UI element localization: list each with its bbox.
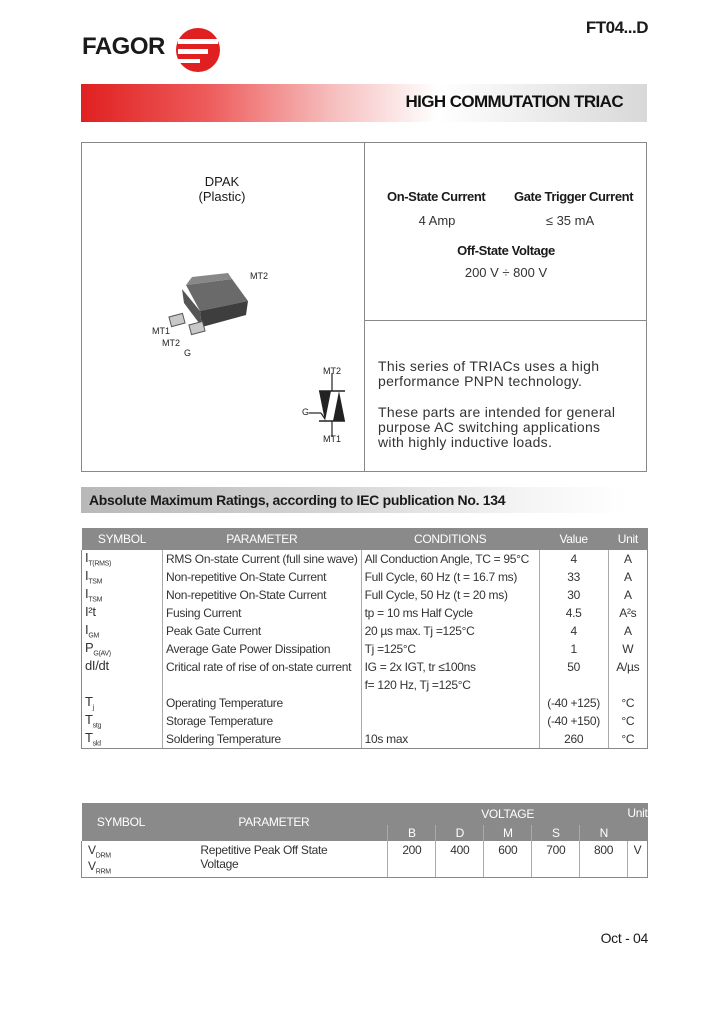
voltage-header-symbol: SYMBOL [82, 803, 161, 841]
amr-unit-cell [608, 658, 647, 676]
amr-value-cell [539, 586, 608, 604]
amr-conditions-cell-text: tp = 10 ms Half Cycle [364, 606, 473, 620]
table-row [82, 730, 648, 749]
amr-value-cell-text: 1 [570, 642, 577, 656]
amr-value-cell [539, 604, 608, 622]
amr-parameter-cell-text: Peak Gate Current [166, 624, 261, 638]
amr-unit-cell-text: A [623, 624, 632, 638]
vdrm-symbol: V [88, 843, 96, 857]
pin-label-gate: G [184, 348, 192, 358]
box-divider-vertical [364, 143, 365, 472]
amr-parameter-cell-text: Critical rate of rise of on-state current [166, 660, 352, 674]
pin-label-mt1: MT1 [152, 326, 170, 336]
voltage-table [81, 803, 648, 878]
amr-unit-cell-text: A [623, 552, 632, 566]
brand-logo-text: FAGOR [82, 33, 165, 60]
amr-symbol-cell [82, 712, 163, 730]
table-row [82, 640, 648, 658]
amr-unit-cell-text: A [623, 570, 632, 584]
amr-symbol-cell [82, 622, 163, 640]
amr-parameter-cell [163, 658, 362, 676]
amr-conditions-cell-text: IG = 2x IGT, tr ≤100ns [364, 660, 476, 674]
amr-header-parameter: PARAMETER [163, 528, 362, 550]
amr-symbol-cell-text: T [85, 712, 93, 728]
document-title: HIGH COMMUTATION TRIAC [405, 92, 623, 111]
amr-symbol-subscript: j [92, 704, 94, 712]
voltage-param-line1: Repetitive Peak Off State [200, 843, 328, 857]
vdrm-subscript: DRM [95, 852, 111, 860]
vrrm-symbol: V [88, 859, 96, 874]
amr-symbol-cell-text: T [85, 694, 93, 710]
amr-unit-cell-text: °C [621, 696, 635, 710]
amr-unit-cell [608, 622, 647, 640]
amr-unit-cell [608, 676, 647, 694]
amr-conditions-cell [361, 568, 539, 586]
amr-value-cell-text: (-40 +125) [547, 696, 600, 710]
amr-parameter-cell-text: Non-repetitive On-State Current [166, 570, 327, 584]
amr-unit-cell-text: °C [621, 732, 635, 746]
amr-parameter-cell-text: Fusing Current [166, 606, 242, 620]
amr-value-cell [539, 622, 608, 640]
amr-conditions-cell [361, 604, 539, 622]
amr-symbol-cell-text: I [85, 550, 89, 566]
amr-parameter-cell [163, 586, 362, 604]
voltage-unit-cell: V [627, 841, 647, 878]
amr-conditions-cell [361, 640, 539, 658]
amr-conditions-cell-text: Full Cycle, 50 Hz (t = 20 ms) [364, 588, 508, 602]
amr-parameter-cell [163, 712, 362, 730]
symbol-pin-mt1: MT1 [323, 434, 341, 444]
amr-title: Absolute Maximum Ratings, according to IEC publication No. 134 [89, 492, 506, 508]
amr-value-cell [539, 640, 608, 658]
amr-conditions-cell [361, 622, 539, 640]
table-row [82, 550, 648, 568]
amr-title-band [81, 487, 627, 513]
voltage-value-cell: 600 [484, 841, 532, 878]
brand-logo-icon [174, 26, 222, 79]
amr-conditions-cell [361, 694, 539, 712]
amr-unit-cell-text: °C [621, 714, 635, 728]
amr-unit-cell-text: W [622, 642, 634, 656]
amr-symbol-cell [82, 568, 163, 586]
amr-conditions-cell-text: f= 120 Hz, Tj =125°C [364, 678, 471, 692]
pin-label-mt2: MT2 [162, 338, 180, 348]
amr-unit-cell-text: A [623, 588, 632, 602]
amr-conditions-cell-text: All Conduction Angle, TC = 95°C [364, 552, 530, 566]
amr-value-cell [539, 568, 608, 586]
amr-parameter-cell [163, 694, 362, 712]
voltage-value-cell: 800 [580, 841, 628, 878]
amr-value-cell-text: (-40 +150) [547, 714, 600, 728]
amr-value-cell [539, 730, 608, 749]
amr-parameter-cell-text: Non-repetitive On-State Current [166, 588, 327, 602]
voltage-header-unit: Unit [627, 803, 647, 841]
amr-parameter-cell [163, 568, 362, 586]
table-row [82, 676, 648, 694]
on-state-current-label: On-State Current [387, 189, 486, 204]
voltage-symbol-cell [82, 841, 161, 878]
amr-conditions-cell [361, 550, 539, 568]
amr-symbol-cell-text: I [85, 622, 89, 638]
gate-trigger-current-value: ≤ 35 mA [545, 213, 595, 228]
package-name: DPAK [204, 174, 240, 189]
gate-trigger-current-label: Gate Trigger Current [514, 189, 634, 204]
amr-table [81, 528, 648, 749]
part-number: FT04...D [585, 18, 648, 37]
amr-symbol-cell [82, 640, 163, 658]
voltage-grade-b: B [388, 825, 436, 841]
amr-parameter-cell [163, 730, 362, 749]
amr-conditions-cell-text: 20 µs max. Tj =125°C [364, 624, 475, 638]
amr-symbol-subscript: TSM [88, 578, 103, 586]
amr-symbol-subscript: GM [88, 632, 99, 640]
amr-value-cell-text: 4 [570, 552, 577, 566]
amr-table-header [82, 528, 648, 550]
amr-unit-cell [608, 604, 647, 622]
amr-conditions-cell-text: Tj =125°C [364, 642, 416, 656]
amr-symbol-cell [82, 676, 163, 694]
amr-value-cell [539, 712, 608, 730]
amr-symbol-cell-text: P [85, 640, 94, 656]
footer-date: Oct - 04 [600, 930, 648, 946]
description-paragraph-2: These parts are intended for general purpose AC switching applications with highly inductive loads. [378, 404, 616, 450]
amr-value-cell [539, 676, 608, 694]
box-divider-horizontal [365, 320, 647, 321]
amr-conditions-cell [361, 712, 539, 730]
amr-table-body [82, 550, 648, 749]
title-band [81, 84, 647, 122]
amr-symbol-subscript: stg [92, 722, 102, 730]
voltage-grade-n: N [580, 825, 628, 841]
amr-symbol-cell [82, 730, 163, 749]
amr-symbol-cell [82, 604, 163, 622]
amr-parameter-cell-text: Average Gate Power Dissipation [166, 642, 331, 656]
table-row [82, 712, 648, 730]
amr-parameter-cell-text: Operating Temperature [166, 696, 283, 710]
amr-value-cell [539, 550, 608, 568]
amr-conditions-cell-text: Full Cycle, 60 Hz (t = 16.7 ms) [364, 570, 518, 584]
voltage-header-voltage: VOLTAGE [388, 803, 627, 825]
amr-header-conditions: CONDITIONS [361, 528, 539, 550]
amr-symbol-subscript: G(AV) [93, 650, 111, 658]
table-row [82, 586, 648, 604]
amr-symbol-cell-text: dI/dt [85, 658, 109, 674]
voltage-grade-s: S [532, 825, 580, 841]
description-paragraph-1: This series of TRIACs uses a high performance PNPN technology. [378, 358, 600, 389]
amr-parameter-cell [163, 622, 362, 640]
amr-parameter-cell-text: RMS On-state Current (full sine wave) [166, 552, 358, 566]
amr-conditions-cell [361, 658, 539, 676]
voltage-param-line2: Voltage [200, 857, 239, 871]
amr-unit-cell [608, 640, 647, 658]
overview-box [81, 142, 647, 472]
amr-unit-cell-text: A/µs [616, 660, 640, 674]
voltage-value-cell: 200 [388, 841, 436, 878]
amr-conditions-cell [361, 676, 539, 694]
pin-label-mt2-tab: MT2 [250, 271, 268, 281]
amr-parameter-cell [163, 676, 362, 694]
amr-unit-cell [608, 730, 647, 749]
amr-symbol-cell [82, 694, 163, 712]
amr-unit-cell [608, 694, 647, 712]
symbol-pin-gate: G [302, 407, 310, 417]
amr-value-cell-text: 33 [567, 570, 581, 584]
amr-symbol-subscript: T(RMS) [88, 560, 112, 568]
amr-symbol-cell-text: I [85, 586, 89, 602]
voltage-value-cell: 400 [436, 841, 484, 878]
amr-value-cell-text: 30 [567, 588, 581, 602]
amr-unit-cell [608, 712, 647, 730]
package-material: (Plastic) [198, 189, 246, 204]
off-state-voltage-value: 200 V ÷ 800 V [464, 265, 548, 280]
amr-value-cell [539, 658, 608, 676]
table-row [82, 604, 648, 622]
amr-unit-cell [608, 586, 647, 604]
table-row [82, 658, 648, 676]
amr-conditions-cell [361, 730, 539, 749]
amr-parameter-cell [163, 550, 362, 568]
amr-conditions-cell-text: 10s max [364, 732, 408, 746]
amr-parameter-cell [163, 604, 362, 622]
amr-unit-cell-text: A²s [619, 606, 637, 620]
amr-conditions-cell [361, 586, 539, 604]
amr-value-cell-text: 4.5 [565, 606, 582, 620]
voltage-parameter-cell [160, 841, 388, 878]
amr-value-cell-text: 50 [567, 660, 581, 674]
amr-unit-cell [608, 568, 647, 586]
amr-header-unit: Unit [608, 528, 647, 550]
table-row [82, 568, 648, 586]
vrrm-subscript: RRM [95, 868, 111, 876]
voltage-value-row [82, 841, 648, 878]
voltage-grade-d: D [436, 825, 484, 841]
amr-parameter-cell-text: Soldering Temperature [166, 732, 281, 746]
table-row [82, 694, 648, 712]
amr-symbol-subscript: TSM [88, 596, 103, 604]
amr-header-value: Value [539, 528, 608, 550]
voltage-header-parameter: PARAMETER [160, 803, 388, 841]
amr-parameter-cell-text: Storage Temperature [166, 714, 273, 728]
off-state-voltage-label: Off-State Voltage [457, 243, 555, 258]
amr-value-cell-text: 4 [570, 624, 577, 638]
amr-symbol-cell [82, 586, 163, 604]
amr-symbol-cell-text: T [85, 730, 93, 746]
voltage-value-cell: 700 [532, 841, 580, 878]
amr-value-cell-text: 260 [564, 732, 584, 746]
table-row [82, 622, 648, 640]
amr-symbol-cell [82, 658, 163, 676]
amr-unit-cell [608, 550, 647, 568]
symbol-pin-mt2: MT2 [323, 366, 341, 376]
voltage-grade-m: M [484, 825, 532, 841]
amr-value-cell [539, 694, 608, 712]
amr-symbol-cell-text: I²t [85, 604, 96, 620]
amr-symbol-cell [82, 550, 163, 568]
amr-symbol-cell-text: I [85, 568, 89, 584]
amr-parameter-cell [163, 640, 362, 658]
amr-header-symbol: SYMBOL [82, 528, 163, 550]
amr-symbol-subscript: sld [92, 740, 101, 748]
on-state-current-value: 4 Amp [418, 213, 456, 228]
